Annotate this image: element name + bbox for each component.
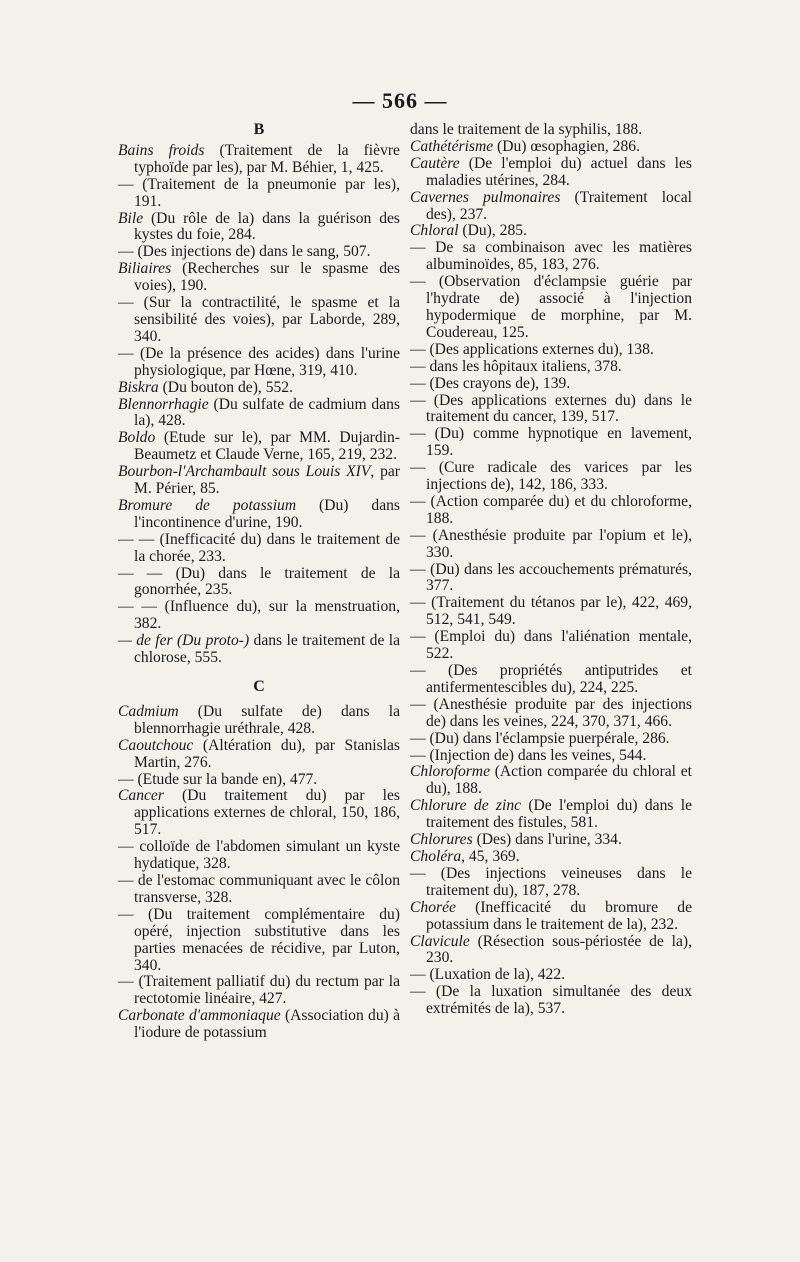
entry-headword: Biliaires (118, 260, 172, 278)
index-entry (118, 907, 400, 975)
index-entry (410, 595, 692, 629)
b-entries (118, 143, 400, 667)
index-entry (118, 464, 400, 498)
entry-headword: Cathétérisme (410, 137, 494, 155)
entry-text: (Association du) à l'iodure de potassium (134, 1007, 400, 1042)
index-entry (118, 261, 400, 295)
index-entry (410, 223, 692, 240)
entry-text: — (Des propriétés antiputrides et antifermentescibles du), 224, 225. (410, 662, 692, 696)
entry-text: (Des) dans l'urine, 334. (472, 831, 622, 849)
index-entry (410, 849, 692, 866)
entry-text: (Du bouton de), 552. (158, 378, 293, 396)
entry-text: (Traitement local des), 237. (426, 188, 692, 223)
index-entry (118, 397, 400, 431)
right-column (410, 122, 692, 1018)
section-letter-c: C (253, 678, 265, 695)
index-entry (118, 380, 400, 397)
index-entry (410, 562, 692, 596)
index-entry (410, 342, 692, 359)
index-entry (410, 967, 692, 984)
left-column (118, 122, 400, 1042)
entry-text: (Recherches sur le spasme des voies), 190. (134, 260, 400, 295)
entry-text: — (Traitement de la pneumonie par les), 191. (118, 175, 400, 210)
index-entry (118, 244, 400, 261)
entry-text: (Inefficacité du bromure de potassium dans le traitement de la), 232. (426, 898, 692, 933)
entry-headword: Cadmium (118, 702, 179, 720)
entry-headword: Chorée (410, 898, 456, 916)
section-letter-b: B (253, 121, 265, 138)
index-entry (410, 984, 692, 1018)
entry-text: — (Des injections de) dans le sang, 507. (118, 243, 371, 261)
index-entry (118, 599, 400, 633)
page-number: — 566 — (352, 88, 448, 113)
entry-text: — (Cure radicale des varices par les injections de), 142, 186, 333. (410, 459, 692, 494)
entry-text: (Du) dans l'incontinence d'urine, 190. (134, 496, 400, 531)
index-entry (410, 376, 692, 393)
entry-headword: Boldo (118, 429, 156, 447)
entry-text: — (De la luxation simultanée des deux extrémités de la), 537. (410, 983, 692, 1018)
index-entry (410, 240, 692, 274)
index-entry (410, 460, 692, 494)
index-entry (410, 393, 692, 427)
index-entry (410, 748, 692, 765)
entry-headword: Bains froids (118, 141, 205, 159)
entry-headword: Cancer (118, 787, 164, 805)
index-entry (410, 156, 692, 190)
entry-text: — (Du) comme hypnotique en lavement, 159. (410, 425, 692, 460)
index-entry (118, 177, 400, 211)
entry-text: — (Anesthésie produite par l'opium et le), 330. (410, 526, 692, 561)
index-entry (118, 566, 400, 600)
entry-text: — (Injection de) dans les veines, 544. (410, 746, 647, 764)
entry-text: (Du) œsophagien, 286. (493, 137, 640, 155)
entry-text: (Etude sur le), par MM. Dujardin-Beaumetz et Claude Verne, 165, 219, 232. (134, 429, 400, 464)
entry-text: (Du), 285. (458, 222, 527, 240)
entry-text: (Altération du), par Stanislas Martin, 276. (134, 736, 400, 771)
entry-text: — colloïde de l'abdomen simulant un kyste hydatique, 328. (118, 838, 400, 873)
entry-text: — (Des injections veineuses dans le traitement du), 187, 278. (410, 864, 692, 899)
entry-text: — de l'estomac communiquant avec le côlon transverse, 328. (118, 871, 400, 906)
entry-text: — (Traitement palliatif du) du rectum par la rectotomie linéaire, 427. (118, 973, 400, 1008)
entry-headword: Bile (118, 209, 144, 227)
entry-text: (Du sulfate de) dans la blennorrhagie uréthrale, 428. (134, 702, 400, 737)
index-entry (410, 832, 692, 849)
index-entry (118, 704, 400, 738)
entry-text: (Du rôle de la) dans la guérison des kystes du foie, 284. (134, 209, 400, 244)
index-entry (410, 190, 692, 224)
entry-text: — (Du) dans l'éclampsie puerpérale, 286. (410, 729, 670, 747)
right-entries (410, 122, 692, 1018)
index-entry (410, 274, 692, 342)
entry-headword: Cautère (410, 154, 460, 172)
entry-text: — (Emploi du) dans l'aliénation mentale, 522. (410, 628, 692, 663)
entry-text: — (Etude sur la bande en), 477. (118, 770, 318, 788)
entry-headword: Choléra (410, 847, 462, 865)
entry-text: — (Anesthésie produite par des injections de) dans les veines, 224, 370, 371, 466. (410, 695, 692, 730)
entry-headword: Chloroforme (410, 763, 490, 781)
index-entry (410, 866, 692, 900)
index-entry (410, 528, 692, 562)
index-entry (118, 873, 400, 907)
entry-headword: Chlorure de zinc (410, 797, 522, 815)
entry-headword: Blennorrhagie (118, 395, 209, 413)
entry-text: (Résection sous-périostée de la), 230. (426, 932, 692, 967)
entry-text: — (Du traitement complémentaire du) opéré, injection substitutive dans les parties menacées de récidive, par Luton, 340. (118, 905, 400, 974)
c-entries (118, 704, 400, 1042)
entry-text: — — (Inefficacité du) dans le traitement de la chorée, 233. (118, 530, 400, 565)
index-entry (410, 934, 692, 968)
entry-text: — (Sur la contractilité, le spasme et la sensibilité des voies), par Laborde, 289, 340. (118, 294, 400, 345)
index-entry (410, 359, 692, 376)
index-entry (410, 900, 692, 934)
index-entry (410, 731, 692, 748)
index-entry (118, 1008, 400, 1042)
index-entry (410, 139, 692, 156)
index-entry (118, 295, 400, 346)
entry-text: — (Luxation de la), 422. (410, 966, 566, 984)
index-entry (410, 426, 692, 460)
entry-headword: Biskra (118, 378, 159, 396)
index-entry (118, 772, 400, 789)
entry-text: (Action comparée du chloral et du), 188. (426, 763, 692, 798)
entry-text: — (Action comparée du) et du chloroforme, 188. (410, 492, 692, 527)
index-entry (410, 663, 692, 697)
index-entry (410, 494, 692, 528)
index-entry (118, 738, 400, 772)
index-entry (118, 839, 400, 873)
entry-text: , par M. Périer, 85. (134, 463, 400, 498)
entry-headword: — de fer (Du proto-) (118, 632, 250, 650)
index-entry (118, 430, 400, 464)
index-entry (118, 143, 400, 177)
index-entry (118, 974, 400, 1008)
entry-text: (De l'emploi du) dans le traitement des fistules, 581. (426, 797, 692, 832)
entry-text: (De l'emploi du) actuel dans les maladies utérines, 284. (426, 154, 692, 189)
entry-headword: Chlorures (410, 831, 473, 849)
index-entry (118, 633, 400, 667)
entry-text: — — (Du) dans le traitement de la gonorrhée, 235. (118, 564, 400, 599)
entry-text: dans le traitement de la chlorose, 555. (134, 632, 400, 667)
entry-text: (Traitement de la fièvre typhoïde par les), par M. Béhier, 1, 425. (134, 141, 400, 176)
index-entry (410, 122, 692, 139)
entry-headword: Bromure de potassium (118, 496, 297, 514)
entry-headword: Carbonate d'ammoniaque (118, 1007, 281, 1025)
entry-text: — (Des applications externes du) dans le traitement du cancer, 139, 517. (410, 391, 692, 426)
index-entry (118, 498, 400, 532)
index-entry (410, 629, 692, 663)
entry-headword: Clavicule (410, 932, 470, 950)
index-entry (118, 211, 400, 245)
index-entry (118, 346, 400, 380)
entry-text: — (Des crayons de), 139. (410, 374, 571, 392)
entry-text: (Du traitement du) par les applications externes de chloral, 150, 186, 517. (134, 787, 400, 839)
entry-text: — dans les hôpitaux italiens, 378. (410, 357, 622, 375)
entry-headword: Bourbon-l'Archambault sous Louis XIV (118, 463, 371, 481)
entry-text: — (De la présence des acides) dans l'urine physiologique, par Hœne, 319, 410. (118, 344, 400, 379)
entry-headword: Chloral (410, 222, 459, 240)
index-entry (410, 697, 692, 731)
index-entry (410, 764, 692, 798)
entry-text: dans le traitement de la syphilis, 188. (410, 121, 643, 138)
index-entry (118, 532, 400, 566)
entry-text: , 45, 369. (461, 847, 520, 865)
index-entry (410, 798, 692, 832)
entry-headword: Cavernes pulmonaires (410, 188, 561, 206)
entry-text: — (Des applications externes du), 138. (410, 340, 654, 358)
entry-text: — (Observation d'éclampsie guérie par l'hydrate de) associé à l'injection hypodermique de morphine, par M. Coudereau, 125. (410, 273, 692, 341)
index-entry (118, 788, 400, 839)
entry-text: — De sa combinaison avec les matières albuminoïdes, 85, 183, 276. (410, 239, 692, 274)
entry-text: — — (Influence du), sur la menstruation, 382. (118, 598, 400, 633)
entry-text: — (Traitement du tétanos par le), 422, 469, 512, 541, 549. (410, 594, 692, 629)
entry-text: — (Du) dans les accouchements prématurés, 377. (410, 560, 692, 595)
entry-headword: Caoutchouc (118, 736, 194, 754)
entry-text: (Du sulfate de cadmium dans la), 428. (134, 395, 400, 430)
